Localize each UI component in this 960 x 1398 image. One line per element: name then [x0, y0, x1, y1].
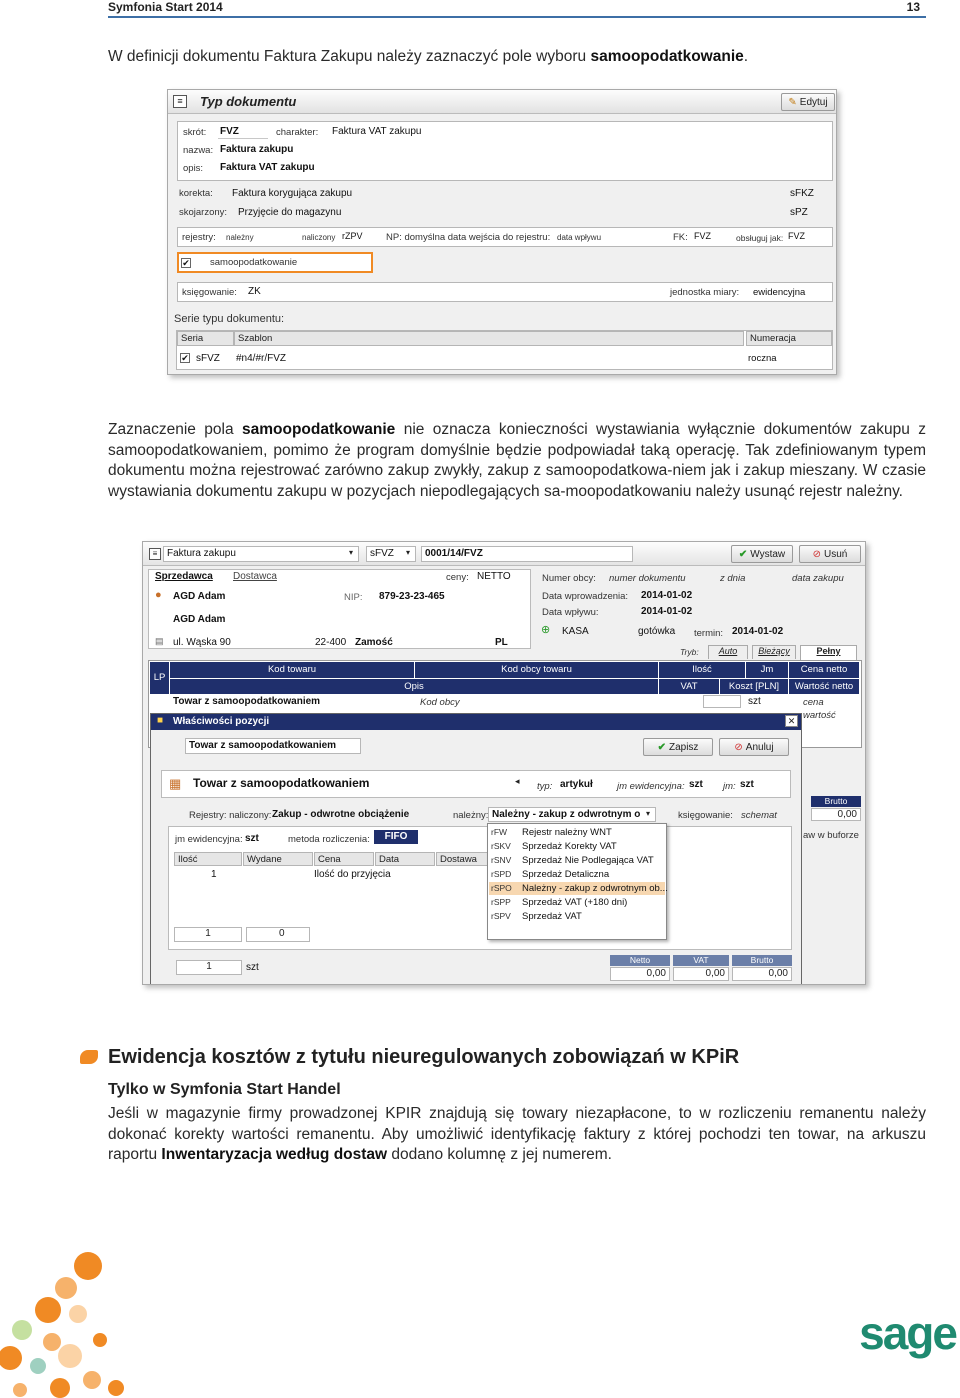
page-number: 13 [906, 0, 920, 14]
tab-pelny[interactable]: Pełny [800, 645, 857, 660]
jm2-label: jm: [723, 781, 736, 792]
z-dnia-label: z dnia [720, 573, 746, 584]
data-wprow-value[interactable]: 2014-01-02 [641, 590, 693, 601]
wystaw-button[interactable] [731, 545, 793, 563]
nip-label: NIP: [344, 592, 363, 603]
section-heading: Ewidencja kosztów z tytułu nieuregulowanych zobowiązań w KPiR [108, 1046, 740, 1068]
data-wplywu-label: Data wpływu: [542, 607, 599, 618]
dropdown-option-code: rSKV [491, 841, 511, 851]
dialog-item-name: Towar z samoopodatkowaniem [189, 740, 337, 751]
header-title: Symfonia Start 2014 [108, 0, 223, 14]
w-buforze-label: aw w buforze [803, 830, 859, 841]
section-subheading: Tylko w Symfonia Start Handel [108, 1081, 341, 1098]
col-cena-netto[interactable]: Cena netto [789, 662, 859, 678]
rejestr-naliczony-value[interactable]: Zakup - odwrotne obciążenie [272, 809, 410, 820]
intro-paragraph [108, 47, 926, 68]
rejestry-naliczony-label: Rejestry: naliczony: [189, 810, 272, 821]
close-icon[interactable]: ✕ [785, 715, 798, 727]
seller-name-2: AGD Adam [173, 614, 226, 625]
edit-button-label: Edytuj [799, 96, 828, 108]
col-opis[interactable]: Opis [170, 679, 658, 694]
termin-value[interactable]: 2014-01-02 [732, 626, 784, 637]
document-icon: ≡ [173, 95, 187, 108]
edit-button[interactable] [781, 93, 835, 111]
dropdown-option[interactable] [489, 882, 668, 895]
korekta-field[interactable]: Faktura korygująca zakupu [232, 188, 353, 199]
chevron-down-icon: ▾ [406, 548, 411, 557]
data-wplywu-value[interactable]: 2014-01-02 [641, 606, 693, 617]
sum-ilosc: 1 [174, 927, 242, 942]
opis-field[interactable]: Faktura VAT zakupu [220, 162, 315, 173]
rejestry-zpv[interactable]: rZPV [342, 231, 363, 241]
fk-value[interactable]: FVZ [694, 231, 711, 241]
data-wprow-label: Data wprowadzenia: [542, 591, 629, 602]
col-vat[interactable]: VAT [659, 679, 719, 694]
gcol-wydane[interactable]: Wydane [243, 852, 313, 866]
nazwa-field[interactable]: Faktura zakupu [220, 144, 294, 155]
address-icon: ▤ [155, 636, 164, 646]
col-kod-towaru[interactable]: Kod towaru [170, 662, 414, 678]
seria-checkbox[interactable]: ✔ [181, 353, 189, 363]
chevron-down-icon: ▾ [349, 548, 354, 557]
dropdown-option[interactable] [489, 840, 665, 853]
dropdown-option[interactable] [489, 826, 665, 839]
typ-value: artykuł [560, 779, 593, 790]
brutto2-header: Brutto [732, 955, 792, 966]
gcol-ilosc[interactable]: Ilość [174, 852, 242, 866]
metoda-value[interactable]: FIFO [374, 830, 418, 844]
tab-dostawca[interactable]: Dostawca [233, 571, 277, 582]
doc-type-value: Faktura zakupu [167, 548, 236, 559]
section-bullet-icon [80, 1050, 98, 1064]
brutto-value: 0,00 [811, 808, 861, 821]
product-icon: ▦ [169, 776, 182, 791]
col-seria[interactable]: Seria [177, 331, 234, 346]
ceny-value[interactable]: NETTO [477, 571, 511, 582]
korekta-code: sFKZ [790, 188, 814, 199]
sage-logo: sage [859, 1307, 956, 1359]
anuluj-button[interactable] [719, 738, 789, 756]
row-kod-obcy: Kod obcy [420, 697, 460, 708]
korekta-label: korekta: [179, 188, 213, 199]
para2-text1: Zaznaczenie pola [108, 421, 242, 438]
jm-label: jednostka miary: [670, 287, 740, 298]
wystaw-label: Wystaw [750, 548, 786, 560]
check-icon: ✔ [657, 741, 666, 753]
col-koszt[interactable]: Koszt [PLN] [720, 679, 788, 694]
dropdown-option-label: Sprzedaż VAT [522, 911, 582, 922]
jm-field[interactable]: ewidencyjna [753, 287, 806, 298]
ksiegowanie2-value[interactable]: schemat [741, 810, 777, 821]
rejestry-label: rejestry: [182, 232, 216, 243]
zapisz-button[interactable] [643, 738, 713, 756]
tryb-label: Tryb: [680, 647, 699, 657]
row-seria: sFVZ [196, 353, 220, 364]
netto-header: Netto [610, 955, 670, 966]
col-wartosc[interactable]: Wartość netto [789, 679, 859, 694]
section-end: dodano kolumnę z jej numerem. [387, 1146, 612, 1163]
obsluguj-label: obsługuj jak: [736, 233, 784, 243]
dropdown-option-label: Sprzedaż Detaliczna [522, 869, 610, 880]
decorative-dots [0, 1248, 130, 1398]
grow-text: Ilość do przyjęcia [314, 869, 391, 880]
row-ilosc-input[interactable] [703, 695, 741, 708]
jm-ewid-value: szt [689, 779, 703, 790]
row-towar[interactable]: Towar z samoopodatkowaniem [173, 696, 321, 707]
para2-bold: samoopodatkowanie [241, 421, 396, 438]
dropdown-option[interactable] [489, 910, 665, 923]
para2-text2: nie oznacza konieczności wystawiania wyłącznie dokumentów zakupu z samoopodatkowaniem, pomimo że program domyślnie będzie podpowiadał taką operację. Tak zdefiniowanym typem dokumentu można rejestrować zarówno zakup zwykły, zakup z samoopodatkowa-niem jak i zakup mieszany. W czasie wystawiania dokumentu zakupu w pozycjach niepodlegających sa-moopodatkowaniu należy usunąć rejestr należny. [108, 421, 926, 500]
cancel-icon: ⊘ [734, 741, 743, 753]
number-value: 0001/14/FVZ [425, 548, 483, 559]
termin-label: termin: [694, 628, 724, 639]
ksiegowanie-field[interactable]: ZK [248, 286, 261, 297]
dropdown-option[interactable] [489, 854, 665, 867]
col-jm[interactable]: Jm [746, 662, 788, 678]
series-value: sFVZ [370, 548, 394, 559]
obsluguj-value[interactable]: FVZ [788, 231, 805, 241]
np-label: NP: domyślna data wejścia do rejestru: [386, 232, 551, 243]
properties-icon: ■ [157, 715, 164, 726]
nalezny-value: Należny - zakup z odwrotnym o [492, 809, 641, 820]
chevron-down-icon: ▾ [646, 809, 651, 818]
dropdown-option-code: rSPV [491, 911, 511, 921]
typ-label: typ: [537, 781, 553, 792]
quantity-unit: szt [246, 962, 259, 973]
invoice-icon: ≡ [149, 548, 161, 560]
rejestry-nalezny: należny [226, 233, 254, 242]
tab-sprzedawca[interactable]: Sprzedawca [155, 571, 213, 582]
rejestry-naliczony: naliczony [302, 233, 336, 242]
paragraph-2 [108, 420, 926, 502]
ksiegowanie-label: księgowanie: [182, 287, 237, 298]
country: PL [495, 637, 508, 648]
intro-text: W definicji dokumentu Faktura Zakupu należy zaznaczyć pole wyboru [108, 48, 591, 65]
row-numeracja: roczna [748, 353, 777, 364]
numer-obcy-field[interactable]: numer dokumentu [609, 573, 686, 584]
netto-value: 0,00 [610, 967, 670, 981]
dialog-title: Właściwości pozycji [173, 716, 270, 727]
data-zakupu-field[interactable]: data zakupu [792, 573, 844, 584]
col-szablon[interactable]: Szablon [234, 331, 744, 346]
check-icon: ✔ [738, 548, 748, 560]
opis-label: opis: [183, 163, 204, 174]
serie-title: Serie typu dokumentu: [174, 313, 285, 325]
delete-icon: ⊘ [812, 548, 822, 560]
grow-ilosc: 1 [211, 869, 217, 880]
dropdown-option-label: Sprzedaż Korekty VAT [522, 841, 617, 852]
jm-ewid2-label: jm ewidencyjna: [175, 834, 243, 845]
jm2-value: szt [740, 779, 754, 790]
row-szablon: #n4/#r/FVZ [236, 353, 287, 364]
dropdown-option-label: Sprzedaż VAT (+180 dni) [522, 897, 628, 908]
vat-header: VAT [673, 955, 729, 966]
col-lp[interactable]: LP [150, 662, 169, 694]
charakter-label: charakter: [276, 127, 319, 138]
dropdown-option-code: rSNV [491, 855, 512, 865]
skrot-field[interactable]: FVZ [220, 126, 239, 137]
metoda-label: metoda rozliczenia: [288, 834, 370, 845]
user-icon: ● [155, 589, 162, 601]
dropdown-option-code: rSPO [491, 883, 512, 893]
dropdown-option[interactable] [489, 868, 665, 881]
gcol-dostawa[interactable]: Dostawa [436, 852, 488, 866]
dropdown-option-label: Rejestr należny WNT [522, 827, 612, 838]
nazwa-label: nazwa: [183, 145, 214, 156]
section-text: Jeśli w magazynie firmy prowadzonej KPIR znajdują się towary niezapłacone, to w rozliczeniu remanentu należy dokonać korekty wartości remanentu. Aby umożliwić identyfikację faktury z której pochodzi ten towar, na arkuszu raportu [108, 1105, 926, 1163]
col-kod-obcy[interactable]: Kod obcy towaru [415, 662, 658, 678]
seller-name[interactable]: AGD Adam [173, 591, 226, 602]
dropdown-option-code: rSPP [491, 897, 511, 907]
cash-icon: ⊕ [541, 624, 551, 636]
city: Zamość [355, 637, 393, 648]
usun-label: Usuń [824, 548, 848, 560]
payment-method[interactable]: gotówka [638, 626, 676, 637]
numer-obcy-label: Numer obcy: [542, 573, 596, 584]
ksiegowanie2-label: księgowanie: [678, 810, 733, 821]
screenshot-document-type [167, 89, 837, 375]
ceny-label: ceny: [446, 572, 469, 583]
np-value[interactable]: data wpływu [557, 233, 602, 242]
item-title: Towar z samoopodatkowaniem [193, 776, 370, 790]
dropdown-option-code: rFW [491, 827, 508, 837]
page-header [108, 0, 926, 18]
sum-wydane: 0 [246, 927, 310, 942]
skojarzony-code: sPZ [790, 207, 808, 218]
dropdown-option-label: Sprzedaż Nie Podlegająca VAT [522, 855, 654, 866]
samoopodatkowanie-label: samoopodatkowanie [210, 257, 298, 268]
quantity-field[interactable]: 1 [176, 960, 242, 975]
brutto2-value: 0,00 [732, 967, 792, 981]
kasa-value[interactable]: KASA [562, 626, 589, 637]
jm-ewid2-value: szt [245, 833, 259, 844]
usun-button[interactable] [799, 545, 861, 563]
window-title: Typ dokumentu [200, 94, 297, 109]
dropdown-option-code: rSPD [491, 869, 512, 879]
jm-ewid-label: jm ewidencyjna: [617, 781, 685, 792]
tab-biezacy[interactable]: Bieżący [752, 645, 796, 659]
samoopodatkowanie-checkbox[interactable]: ✔ [182, 258, 190, 268]
dropdown-option-label: Należny - zakup z odwrotnym ob... [522, 883, 668, 894]
col-ilosc[interactable]: Ilość [659, 662, 745, 678]
screenshot-purchase-invoice [142, 541, 866, 985]
intro-end: . [743, 48, 749, 65]
row-jm: szt [748, 696, 761, 707]
nalezny-label: należny: [453, 810, 489, 821]
skojarzony-label: skojarzony: [179, 207, 228, 218]
street: ul. Wąska 90 [173, 637, 231, 648]
row-wartosc: wartość [803, 710, 836, 721]
section-bold: Inwentaryzacja według dostaw [161, 1146, 388, 1163]
section-paragraph [108, 1104, 926, 1166]
fk-label: FK: [673, 232, 688, 243]
gcol-data[interactable]: Data [375, 852, 435, 866]
charakter-field[interactable]: Faktura VAT zakupu [332, 126, 422, 137]
postcode: 22-400 [315, 637, 347, 648]
zapisz-label: Zapisz [668, 741, 699, 753]
brutto-header: Brutto [811, 796, 861, 807]
intro-bold: samoopodatkowanie [590, 48, 744, 65]
skojarzony-field[interactable]: Przyjęcie do magazynu [238, 207, 342, 218]
skrot-underline [218, 138, 268, 139]
dropdown-option[interactable] [489, 896, 665, 909]
col-numeracja[interactable]: Numeracja [746, 331, 832, 346]
pencil-icon: ✎ [788, 96, 797, 108]
anuluj-label: Anuluj [745, 741, 774, 753]
gcol-cena[interactable]: Cena [314, 852, 374, 866]
tab-auto[interactable]: Auto [708, 645, 748, 659]
skrot-label: skrót: [183, 127, 207, 138]
chevron-left-icon[interactable]: ◂ [515, 776, 520, 786]
vat-value: 0,00 [673, 967, 729, 981]
nip-value[interactable]: 879-23-23-465 [379, 591, 445, 602]
row-cena: cena [803, 697, 824, 708]
